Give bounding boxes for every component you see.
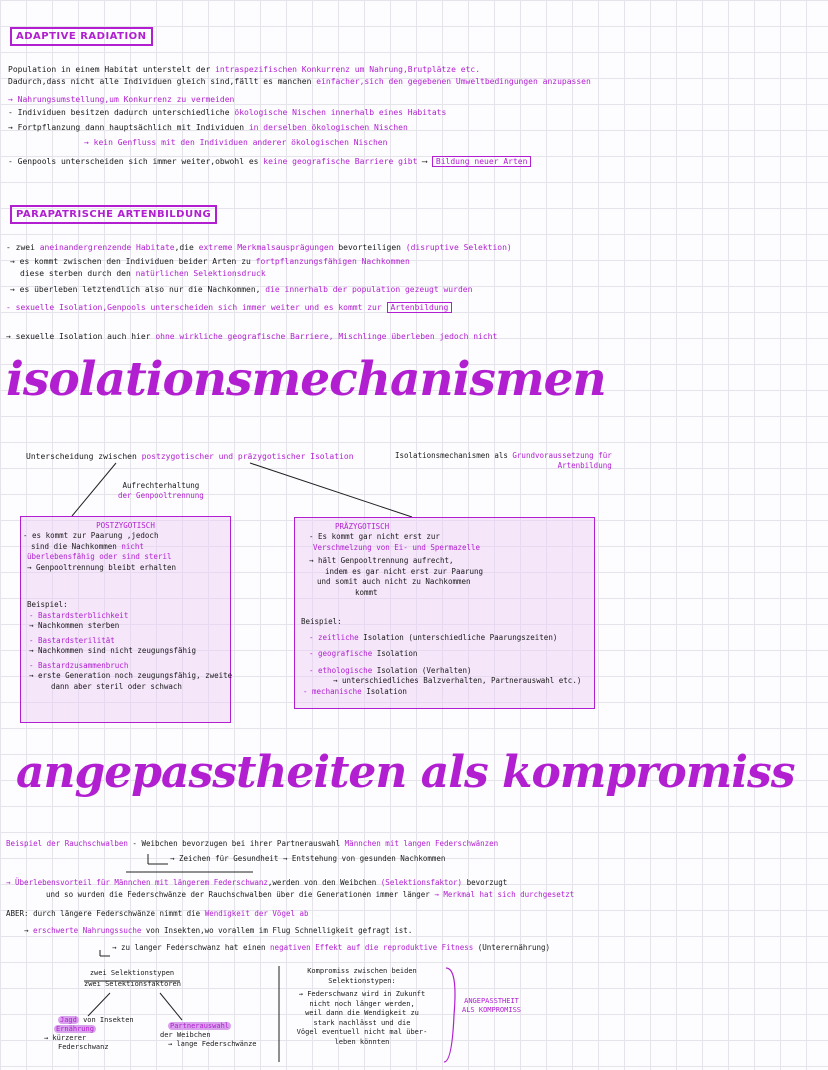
text: ALS KOMPROMISS <box>462 1006 522 1014</box>
text: extreme Merkmalsausprägungen <box>198 243 334 252</box>
text: weil dann die Wendigkeit zu <box>305 1009 419 1017</box>
text: ANGEPASSTHEIT <box>464 997 519 1005</box>
text: natürlichen Selektionsdruck <box>135 269 266 278</box>
text: → es kommt zwischen den Individuen beider Arten zu <box>10 257 256 266</box>
branch-left <box>88 993 110 1016</box>
text: überlebensfähig <box>27 552 95 561</box>
branch-right <box>160 993 182 1020</box>
text: oder <box>94 552 122 561</box>
text: nicht <box>121 541 144 551</box>
text: - geografische <box>309 649 373 658</box>
compromise-explanation <box>282 967 442 1047</box>
text: Federschwanz <box>58 1043 109 1051</box>
text: → zu langer Federschwanz hat einen <box>112 943 271 952</box>
selection-right <box>160 1022 257 1049</box>
text: → kürzerer <box>44 1034 87 1042</box>
bracket <box>444 968 455 1062</box>
text: leben könnten <box>334 1037 390 1046</box>
compromise-line-2: → Zeichen für Gesundheit → Entstehung von gesunden Nachkommen <box>170 854 446 863</box>
new-species-box: Bildung neuer Arten <box>432 156 532 167</box>
text: nicht noch länger werden, <box>309 999 415 1008</box>
text: Beispiel: <box>27 600 68 609</box>
text: - Individuen besitzen dadurch unterschiedliche <box>8 108 235 117</box>
text: Männchen mit langen Federschwänzen <box>344 839 499 848</box>
postzygotic-box <box>20 516 231 723</box>
prezygotic-title: PRÄZYGOTISCH <box>335 522 390 531</box>
compromise-line-6 <box>24 925 412 936</box>
text: postzygotischer und präzygotischer Isolation <box>141 452 354 461</box>
text: Aufrechterhaltung <box>122 481 200 490</box>
text: → es überleben letztendlich also nur die Nachkommen, <box>10 285 266 294</box>
text: Isolation (Verhalten) <box>372 665 472 675</box>
text: stark nachlässt und die <box>313 1018 411 1027</box>
text: Grundvoraussetzung für <box>512 451 612 460</box>
text: Selektionstypen: <box>328 976 396 985</box>
text: Artenbildung <box>557 461 612 470</box>
text: ,die <box>174 243 199 252</box>
text: - ethologische <box>309 665 373 675</box>
text: Wendigkeit der Vögel ab <box>204 909 309 918</box>
compromise-conclusion <box>462 997 521 1015</box>
text: um Nahrung,Brutplätze etc. <box>349 65 481 74</box>
text: einfacher,sich den gegebenen Umweltbedingungen anzupassen <box>316 77 591 86</box>
text: und so wurden die Federschwänze der Rauchschwalben über die Generationen immer länger <box>46 890 435 899</box>
text: → Fortpflanzung dann hauptsächlich mit Individuen <box>8 123 249 132</box>
text: - sexuelle Isolation,Genpools unterscheiden sich immer weiter und es kommt zur <box>6 303 387 312</box>
text: zwei Selektionsfaktoren <box>84 980 181 988</box>
text: bevorteiligen <box>333 243 406 252</box>
text: der Genpooltrennung <box>118 491 204 500</box>
text: ,werden von den Weibchen <box>267 878 381 887</box>
text: → Nachkommen sterben <box>29 621 120 630</box>
text: - Genpools unterscheiden sich immer weiter,obwohl es <box>8 157 264 166</box>
postzygotic-title: POSTZYGOTISCH <box>96 521 155 530</box>
selection-left <box>44 1016 134 1052</box>
text: zwei Selektionstypen <box>89 969 175 977</box>
text: - Bastardsterilität <box>29 635 115 645</box>
text: - mechanische <box>303 686 362 696</box>
text: (Selektionsfaktor) <box>380 878 463 887</box>
text: - Bastardsterblichkeit <box>29 610 129 620</box>
text: von Insekten <box>78 1016 134 1024</box>
text: - zeitliche <box>309 632 359 642</box>
text: → <box>24 926 34 935</box>
text: Vögel eventuell nicht mal über- <box>296 1028 428 1036</box>
selection-types <box>84 968 180 990</box>
text: - es kommt zur Paarung ,jedoch <box>23 531 159 540</box>
text: Unterscheidung zwischen <box>26 452 142 461</box>
text: → sexuelle Isolation auch hier <box>6 332 156 341</box>
postzygotic-text <box>23 531 176 573</box>
compromise-line-7 <box>112 942 550 953</box>
parapatric-heading: PARAPATRISCHE ARTENBILDUNG <box>10 205 217 224</box>
arrow-icon: ⟶ <box>422 157 428 166</box>
text: → lange Federschwänze <box>168 1040 257 1048</box>
compromise-title: angepasstheiten als kompromiss <box>16 747 795 798</box>
text: Dadurch,dass nicht alle Individuen gleich sind,fällt es manchen <box>8 77 317 86</box>
text: Isolationsmechanismen als <box>395 451 513 460</box>
text: → unterschiedliches Balzverhalten, Partnerauswahl etc.) <box>333 676 582 685</box>
text: von Insekten,wo vorallem im Flug Schnelligkeit gefragt ist. <box>141 926 413 935</box>
text: der Weibchen <box>160 1031 211 1039</box>
text: in derselben ökologischen Nischen <box>248 123 408 132</box>
text: kommt <box>355 587 378 597</box>
text: Isolation (unterschiedliche Paarungszeiten) <box>358 632 558 642</box>
compromise-line-5 <box>6 908 309 919</box>
text: sind die Nachkommen <box>31 541 122 551</box>
text: (disruptive Selektion) <box>405 243 512 252</box>
text: - Weibchen bevorzugen bei ihrer Partnerauswahl <box>127 839 345 848</box>
text: → Federschwanz wird in Zukunft <box>298 990 426 998</box>
text: ABER: durch längere Federschwänze nimmt die <box>6 909 205 918</box>
text: Isolation <box>361 686 407 696</box>
text: indem es gar nicht erst zur Paarung <box>325 566 484 576</box>
text: aneinandergrenzende Habitate <box>39 243 175 252</box>
text: ökologische Nischen innerhalb eines Habitats <box>234 108 447 117</box>
text: - Bastardzusammenbruch <box>29 660 129 670</box>
text: Jagd <box>60 1016 77 1024</box>
text: (Unterernährung) <box>473 943 551 952</box>
connector-pre <box>250 463 412 517</box>
isolation-title: isolationsmechanismen <box>6 352 606 407</box>
text: Beispiel der Rauchschwalben <box>6 839 128 848</box>
postzygotic-examples <box>27 600 232 692</box>
text: intraspezifischen Konkurrenz <box>215 65 350 74</box>
compromise-line-4 <box>46 889 574 900</box>
text: keine geografische Barriere gibt <box>263 157 418 166</box>
text: erschwerte Nahrungssuche <box>33 926 142 935</box>
text: - Es kommt gar nicht erst zur <box>309 532 440 541</box>
prezygotic-box <box>294 517 595 709</box>
compromise-line-1 <box>6 838 498 849</box>
text: Partnerauswahl <box>170 1022 230 1030</box>
text: → hält Genpooltrennung aufrecht, <box>309 556 454 565</box>
text: sind steril <box>121 552 172 561</box>
text: diese sterben durch den <box>20 269 136 278</box>
text: dann aber steril oder schwach <box>51 681 182 691</box>
text: Beispiel: <box>301 617 342 626</box>
prezygotic-text <box>309 532 483 598</box>
adaptive-line-3: → Nahrungsumstellung,um Konkurrenz zu vermeiden <box>8 95 235 104</box>
text: bevorzugt <box>462 878 508 887</box>
text: → Merkmal hat sich durchgesetzt <box>434 890 575 899</box>
text: Kompromiss zwischen beiden <box>307 967 417 975</box>
text: Verschmelzung von Ei- und Spermazelle <box>313 542 481 552</box>
text: Ernährung <box>56 1025 94 1033</box>
adaptive-radiation-heading: ADAPTIVE RADIATION <box>10 27 153 46</box>
text: negativen Effekt auf die reproduktive Fitness <box>270 943 474 952</box>
text: ohne wirkliche geografische Barriere, Mischlinge überleben jedoch nicht <box>155 332 498 341</box>
speciation-box: Artenbildung <box>387 302 453 313</box>
text: Population in einem Habitat unterstelt der <box>8 65 216 74</box>
text: und somit auch nicht zu Nachkommen <box>317 577 471 586</box>
text: fortpflanzungsfähigen Nachkommen <box>255 257 410 266</box>
text: - zwei <box>6 243 40 252</box>
text: Isolation <box>372 649 418 658</box>
text: die innerhalb der population gezeugt wurden <box>265 285 473 294</box>
prezygotic-examples <box>301 617 581 697</box>
text: → Überlebensvorteil für Männchen mit längerem Federschwanz <box>6 878 268 887</box>
text: → Genpooltrennung bleibt erhalten <box>27 562 177 572</box>
connector-post <box>72 463 116 516</box>
adaptive-line-6: → kein Genfluss mit den Individuen anderer ökologischen Nischen <box>84 138 388 147</box>
text: → erste Generation noch zeugungsfähig, zweite <box>29 671 233 680</box>
compromise-line-3 <box>6 877 507 888</box>
text: → Nachkommen sind nicht zeugungsfähig <box>29 646 197 655</box>
